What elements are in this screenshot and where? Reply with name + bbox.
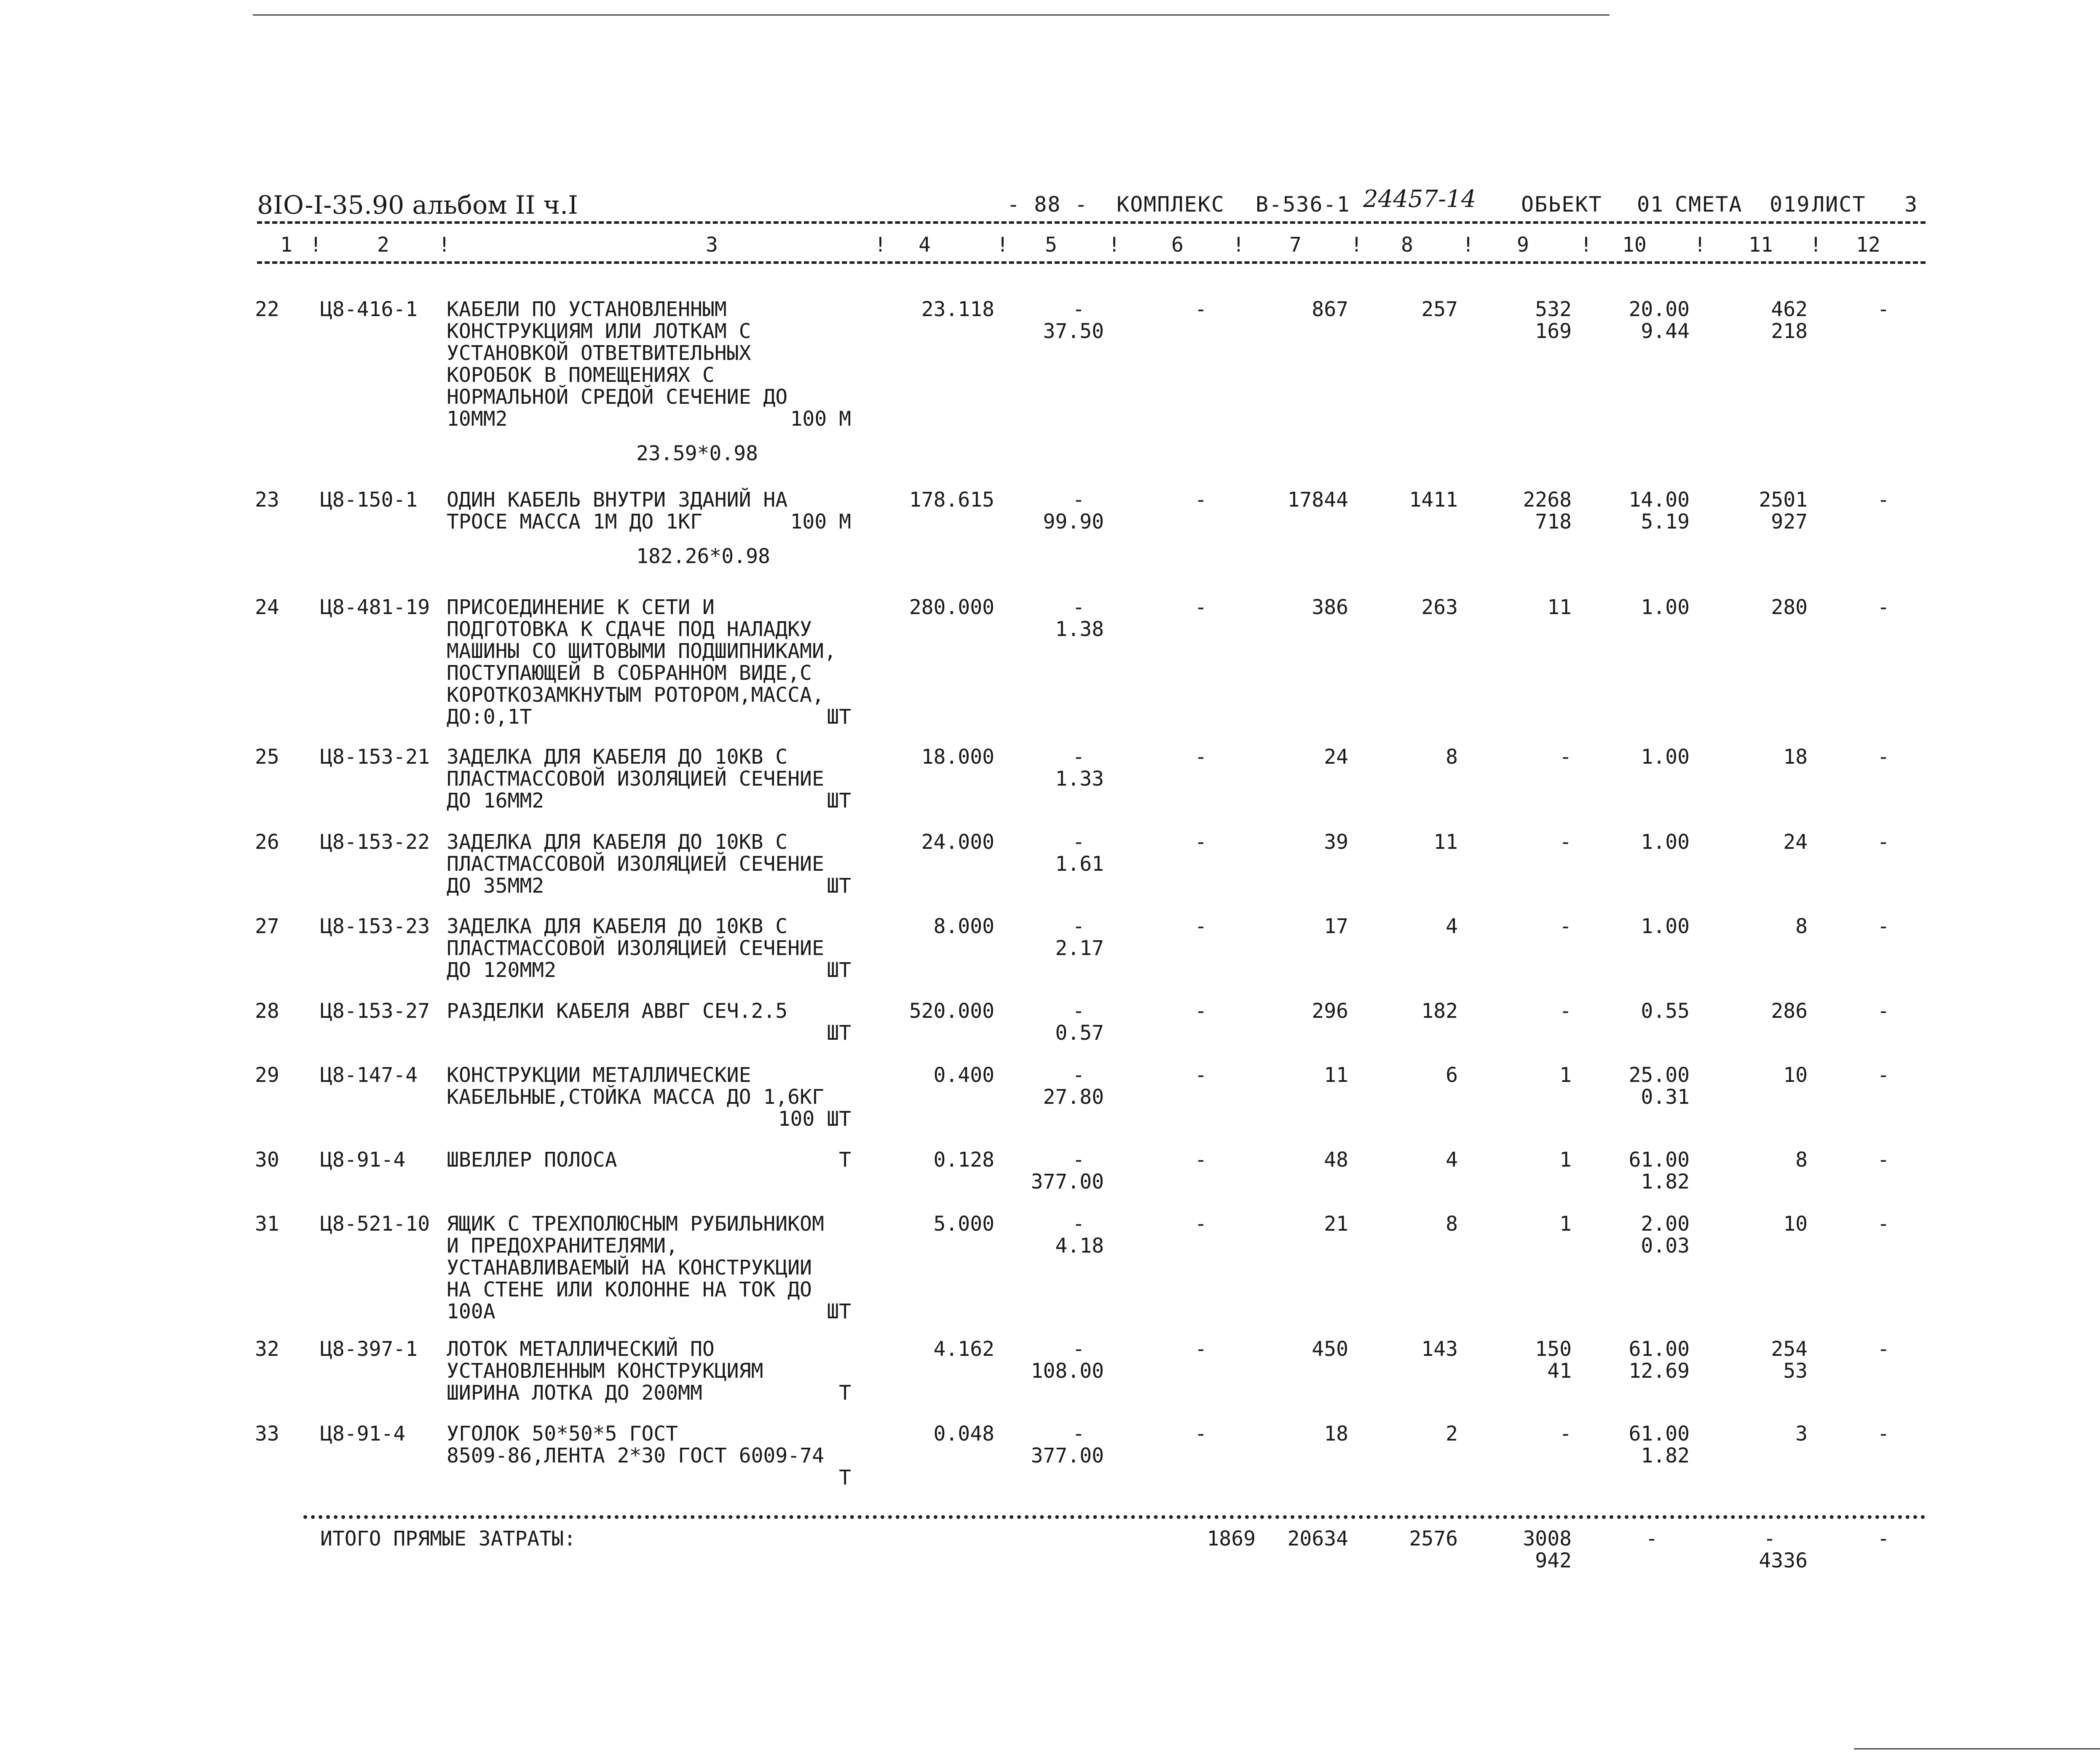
row-col5-line2: 1.33 [1055,767,1104,791]
row-col7: 386 [1312,596,1348,619]
row-number: 28 [255,999,279,1023]
row-col10-line2: 0.31 [1641,1085,1690,1109]
row-description-line: ПОДГОТОВКА К СДАЧЕ ПОД НАЛАДКУ [447,617,812,641]
row-col4: 0.128 [933,1148,994,1172]
totals-col12: - [1877,1527,1890,1551]
row-number: 26 [255,830,279,854]
row-unit: ШТ [827,874,851,898]
column-separator: ! [438,233,450,257]
row-unit: ШТ [827,958,851,982]
column-separator: ! [1462,233,1474,257]
row-col11-line1: 10 [1783,1212,1808,1236]
row-col6: - [1195,1422,1207,1446]
object-label: ОБЬЕКТ [1521,192,1602,217]
row-col10-line1: 1.00 [1641,745,1690,769]
row-unit: ШТ [827,1021,851,1045]
row-col10-line2: 1.82 [1641,1170,1690,1194]
row-col6: - [1195,830,1207,854]
column-separator: ! [996,233,1009,257]
row-col8: 257 [1421,298,1458,321]
row-description-line: ПЛАСТМАССОВОЙ ИЗОЛЯЦИЕЙ СЕЧЕНИЕ [447,936,824,960]
row-unit: Т [839,1466,851,1489]
row-col6: - [1195,1337,1207,1361]
row-col5-line2: 377.00 [1031,1170,1104,1194]
row-code: Ц8-91-4 [320,1422,406,1446]
row-description-line: ЯЩИК С ТРЕХПОЛЮСНЫМ РУБИЛЬНИКОМ [447,1212,824,1236]
row-col10-line1: 14.00 [1629,488,1690,512]
row-col4: 0.048 [933,1422,994,1446]
totals-separator [303,1515,1926,1519]
column-number: 3 [706,233,718,257]
row-description-line: ШИРИНА ЛОТКА ДО 200ММ [447,1381,702,1405]
row-col10-line2: 0.03 [1641,1234,1690,1258]
header-rule [257,221,1926,224]
row-col10-line1: 1.00 [1641,915,1690,938]
row-col10-line1: 61.00 [1629,1422,1690,1446]
totals-col10: - [1645,1527,1658,1551]
row-col12: - [1877,596,1890,619]
row-col9-line1: - [1559,830,1572,854]
row-description-line: РАЗДЕЛКИ КАБЕЛЯ АВВГ СЕЧ.2.5 [447,999,788,1023]
sheet-value: 3 [1904,192,1918,217]
row-col10-line1: 61.00 [1629,1148,1690,1172]
row-col11-line1: 3 [1795,1422,1808,1446]
column-separator: ! [1694,233,1706,257]
totals-col11-line2: 4336 [1759,1549,1808,1572]
column-number: 10 [1622,233,1647,257]
row-col9-line1: - [1559,745,1572,769]
row-col5-line2: 0.57 [1055,1021,1104,1045]
column-separator: ! [310,233,322,257]
row-col12: - [1877,830,1890,854]
row-col5-line2: 27.80 [1043,1085,1104,1109]
row-description-line: ПРИСОЕДИНЕНИЕ К СЕТИ И [447,596,715,619]
row-description-line: КАБЕЛЬНЫЕ,СТОЙКА МАССА ДО 1,6КГ [447,1085,824,1109]
totals-col6: 1869 [1207,1527,1256,1551]
row-description-line: ОДИН КАБЕЛЬ ВНУТРИ ЗДАНИЙ НА [447,488,788,512]
row-description-line: КАБЕЛИ ПО УСТАНОВЛЕННЫМ [447,298,727,321]
row-description-line: УСТАНОВЛЕННЫМ КОНСТРУКЦИЯМ [447,1359,763,1383]
row-col9-line1: - [1559,999,1572,1023]
row-col4: 0.400 [933,1063,994,1087]
estimate-value: 019 [1770,192,1811,217]
row-col4: 5.000 [933,1212,994,1236]
row-col11-line1: 8 [1795,1148,1808,1172]
totals-col9-line1: 3008 [1523,1527,1572,1551]
row-col5-line2: 108.00 [1031,1359,1104,1383]
row-col6: - [1195,596,1207,619]
row-col5-line1: - [1072,1063,1085,1087]
totals-col8: 2576 [1409,1527,1458,1551]
row-unit: Т [839,1148,851,1172]
row-description-line: НА СТЕНЕ ИЛИ КОЛОННЕ НА ТОК ДО [447,1278,812,1301]
totals-col11-line1: - [1763,1527,1776,1551]
row-col5-line1: - [1072,1422,1085,1446]
row-col8: 2 [1446,1422,1458,1446]
row-code: Ц8-153-27 [320,999,430,1023]
row-col5-line1: - [1072,830,1085,854]
complex-value: В-536-1 [1256,192,1350,217]
row-unit: Т [839,1381,851,1405]
row-col4: 18.000 [921,745,994,769]
row-col10-line2: 12.69 [1629,1359,1690,1383]
row-col10-line2: 5.19 [1641,510,1690,534]
row-description-line: КОРОБОК В ПОМЕЩЕНИЯХ С [447,363,715,387]
row-col6: - [1195,1212,1207,1236]
row-col7: 24 [1324,745,1348,769]
row-col11-line1: 24 [1783,830,1808,854]
row-number: 31 [255,1212,279,1236]
top-scan-line [253,14,1610,16]
row-unit: ШТ [827,789,851,813]
row-code: Ц8-521-10 [320,1212,430,1236]
row-col12: - [1877,488,1890,512]
row-code: Ц8-481-19 [320,596,430,619]
row-col5-line1: - [1072,1212,1085,1236]
row-description-line: ШВЕЛЛЕР ПОЛОСА [447,1148,617,1172]
row-code: Ц8-91-4 [320,1148,406,1172]
row-code: Ц8-153-21 [320,745,430,769]
row-col11-line1: 280 [1771,596,1808,619]
row-number: 24 [255,596,279,619]
row-col9-line1: 2268 [1523,488,1572,512]
row-description-line: ДО:0,1Т [447,705,532,729]
row-description-line: КОРОТКОЗАМКНУТЫМ РОТОРОМ,МАССА, [447,683,824,707]
column-number: 5 [1045,233,1057,257]
row-col12: - [1877,1337,1890,1361]
row-col10-line1: 1.00 [1641,830,1690,854]
row-col6: - [1195,915,1207,938]
row-code: Ц8-147-4 [320,1063,418,1087]
row-col11-line1: 8 [1795,915,1808,938]
column-number: 11 [1749,233,1773,257]
row-col5-line2: 37.50 [1043,319,1104,343]
row-col4: 280.000 [909,596,994,619]
row-col7: 11 [1324,1063,1348,1087]
row-col12: - [1877,745,1890,769]
row-col6: - [1195,999,1207,1023]
row-col6: - [1195,488,1207,512]
row-col9-line1: - [1559,915,1572,938]
row-col5-line1: - [1072,745,1085,769]
row-description-line: УСТАНАВЛИВАЕМЫЙ НА КОНСТРУКЦИИ [447,1256,812,1280]
row-col11-line1: 254 [1771,1337,1808,1361]
column-header-rule [257,261,1926,264]
row-col6: - [1195,745,1207,769]
row-col9-line1: 1 [1559,1063,1572,1087]
row-col10-line2: 1.82 [1641,1444,1690,1468]
row-description-line: ДО 16ММ2 [447,789,544,813]
row-code: Ц8-150-1 [320,488,418,512]
row-col12: - [1877,1212,1890,1236]
row-description-line: ЗАДЕЛКА ДЛЯ КАБЕЛЯ ДО 10КВ С [447,745,788,769]
row-description-line: ПЛАСТМАССОВОЙ ИЗОЛЯЦИЕЙ СЕЧЕНИЕ [447,767,824,791]
row-col5-line2: 377.00 [1031,1444,1104,1468]
row-col4: 520.000 [909,999,994,1023]
row-col5-line1: - [1072,915,1085,938]
row-col4: 4.162 [933,1337,994,1361]
row-col5-line2: 1.61 [1055,852,1104,876]
row-description-line: ТРОСЕ МАССА 1М ДО 1КГ [447,510,702,534]
row-description-line: ЗАДЕЛКА ДЛЯ КАБЕЛЯ ДО 10КВ С [447,830,788,854]
row-col7: 17 [1324,915,1348,938]
row-col10-line1: 25.00 [1629,1063,1690,1087]
row-formula: 23.59*0.98 [636,442,758,465]
row-col5-line2: 4.18 [1055,1234,1104,1258]
row-col12: - [1877,915,1890,938]
row-col5-line1: - [1072,999,1085,1023]
row-col7: 18 [1324,1422,1348,1446]
row-number: 30 [255,1148,279,1172]
row-description-line: МАШИНЫ СО ЩИТОВЫМИ ПОДШИПНИКАМИ, [447,639,836,663]
row-col12: - [1877,1422,1890,1446]
row-code: Ц8-153-22 [320,830,430,854]
row-col5-line1: - [1072,1337,1085,1361]
row-col8: 143 [1421,1337,1458,1361]
row-col8: 11 [1433,830,1458,854]
row-description-line: НОРМАЛЬНОЙ СРЕДОЙ СЕЧЕНИЕ ДО [447,385,788,409]
row-col10-line1: 0.55 [1641,999,1690,1023]
row-col9-line2: 41 [1547,1359,1572,1383]
row-col9-line1: 11 [1547,596,1572,619]
row-col4: 23.118 [921,298,994,321]
row-description-line: 8509-86,ЛЕНТА 2*30 ГОСТ 6009-74 [447,1444,824,1468]
row-col6: - [1195,298,1207,321]
row-col12: - [1877,1148,1890,1172]
column-number: 7 [1289,233,1302,257]
row-col7: 450 [1312,1337,1348,1361]
column-number: 2 [377,233,389,257]
sheet-label: ЛИСТ [1812,192,1866,217]
column-separator: ! [1350,233,1363,257]
row-description-line: ЛОТОК МЕТАЛЛИЧЕСКИЙ ПО [447,1337,715,1361]
row-col6: - [1195,1148,1207,1172]
row-description-line: УГОЛОК 50*50*5 ГОСТ [447,1422,678,1446]
row-col10-line1: 20.00 [1629,298,1690,321]
row-col7: 867 [1312,298,1348,321]
row-col10-line1: 1.00 [1641,596,1690,619]
row-description-line: КОНСТРУКЦИИ МЕТАЛЛИЧЕСКИЕ [447,1063,751,1087]
row-col8: 8 [1446,1212,1458,1236]
row-col11-line1: 10 [1783,1063,1808,1087]
column-number: 6 [1171,233,1184,257]
row-description-line: И ПРЕДОХРАНИТЕЛЯМИ, [447,1234,678,1258]
handwritten-number: 24457-14 [1363,185,1476,213]
row-col9-line2: 718 [1535,510,1572,534]
row-col4: 24.000 [921,830,994,854]
row-col11-line2: 927 [1771,510,1808,534]
column-separator: ! [1580,233,1592,257]
complex-label: КОМПЛЕКС [1117,192,1225,217]
bottom-scan-line [1854,1748,2100,1749]
object-value: 01 [1637,192,1664,217]
row-col9-line2: 169 [1535,319,1572,343]
row-description-line: ДО 35ММ2 [447,874,544,898]
column-separator: ! [1810,233,1822,257]
totals-col9-line2: 942 [1535,1549,1572,1572]
row-col11-line1: 18 [1783,745,1808,769]
row-col10-line1: 2.00 [1641,1212,1690,1236]
row-col11-line1: 462 [1771,298,1808,321]
row-code: Ц8-416-1 [320,298,418,321]
column-number: 12 [1856,233,1880,257]
column-number: 1 [280,233,292,257]
estimate-label: СМЕТА [1675,192,1743,217]
row-col7: 21 [1324,1212,1348,1236]
row-col10-line1: 61.00 [1629,1337,1690,1361]
row-col12: - [1877,298,1890,321]
row-col5-line1: - [1072,1148,1085,1172]
row-number: 22 [255,298,279,321]
row-col7: 296 [1312,999,1348,1023]
row-unit: ШТ [827,705,851,729]
row-col7: 17844 [1287,488,1348,512]
row-col9-line1: 1 [1559,1148,1572,1172]
row-col10-line2: 9.44 [1641,319,1690,343]
row-description-line: ДО 120ММ2 [447,958,557,982]
row-col7: 39 [1324,830,1348,854]
row-description-line: КОНСТРУКЦИЯМ ИЛИ ЛОТКАМ С [447,319,751,343]
row-unit: ШТ [827,1300,851,1323]
row-description-line: 10ММ2 [447,407,508,431]
row-col5-line2: 99.90 [1043,510,1104,534]
row-col11-line2: 53 [1783,1359,1808,1383]
column-number: 8 [1401,233,1413,257]
row-col12: - [1877,1063,1890,1087]
page-number: - 88 - [1007,192,1088,217]
row-number: 32 [255,1337,279,1361]
row-number: 23 [255,488,279,512]
row-col5-line2: 1.38 [1055,617,1104,641]
row-number: 27 [255,915,279,938]
column-separator: ! [1232,233,1245,257]
totals-col7: 20634 [1287,1527,1348,1551]
row-col5-line1: - [1072,298,1085,321]
row-description-line: УСТАНОВКОЙ ОТВЕТВИТЕЛЬНЫХ [447,341,751,365]
row-description-line: 100А [447,1300,496,1323]
row-col4: 8.000 [933,915,994,938]
row-col8: 8 [1446,745,1458,769]
document-code: 8IO-I-35.90 альбом II ч.I [257,190,578,220]
row-col9-line1: - [1559,1422,1572,1446]
row-col8: 1411 [1409,488,1458,512]
row-col4: 178.615 [909,488,994,512]
row-number: 33 [255,1422,279,1446]
row-number: 29 [255,1063,279,1087]
row-col5-line1: - [1072,488,1085,512]
row-col12: - [1877,999,1890,1023]
row-col7: 48 [1324,1148,1348,1172]
row-col11-line2: 218 [1771,319,1808,343]
row-description-line: ПОСТУПАЮЩЕЙ В СОБРАННОМ ВИДЕ,С [447,661,812,685]
column-separator: ! [874,233,887,257]
column-number: 4 [919,233,931,257]
row-col9-line1: 1 [1559,1212,1572,1236]
column-separator: ! [1108,233,1120,257]
row-col8: 6 [1446,1063,1458,1087]
row-col8: 263 [1421,596,1458,619]
row-description-line: ПЛАСТМАССОВОЙ ИЗОЛЯЦИЕЙ СЕЧЕНИЕ [447,852,824,876]
totals-label: ИТОГО ПРЯМЫЕ ЗАТРАТЫ: [320,1527,576,1551]
row-unit: 100 М [790,407,851,431]
row-code: Ц8-153-23 [320,915,430,938]
row-description-line: ЗАДЕЛКА ДЛЯ КАБЕЛЯ ДО 10КВ С [447,915,788,938]
row-col5-line1: - [1072,596,1085,619]
row-col6: - [1195,1063,1207,1087]
row-col11-line1: 286 [1771,999,1808,1023]
row-col9-line1: 150 [1535,1337,1572,1361]
row-number: 25 [255,745,279,769]
row-unit: 100 ШТ [778,1107,851,1131]
row-code: Ц8-397-1 [320,1337,418,1361]
row-col5-line2: 2.17 [1055,936,1104,960]
row-col9-line1: 532 [1535,298,1572,321]
row-col8: 4 [1446,1148,1458,1172]
row-col8: 4 [1446,915,1458,938]
row-unit: 100 М [790,510,851,534]
row-col11-line1: 2501 [1759,488,1808,512]
column-number: 9 [1517,233,1529,257]
row-col8: 182 [1421,999,1458,1023]
row-formula: 182.26*0.98 [636,545,770,568]
